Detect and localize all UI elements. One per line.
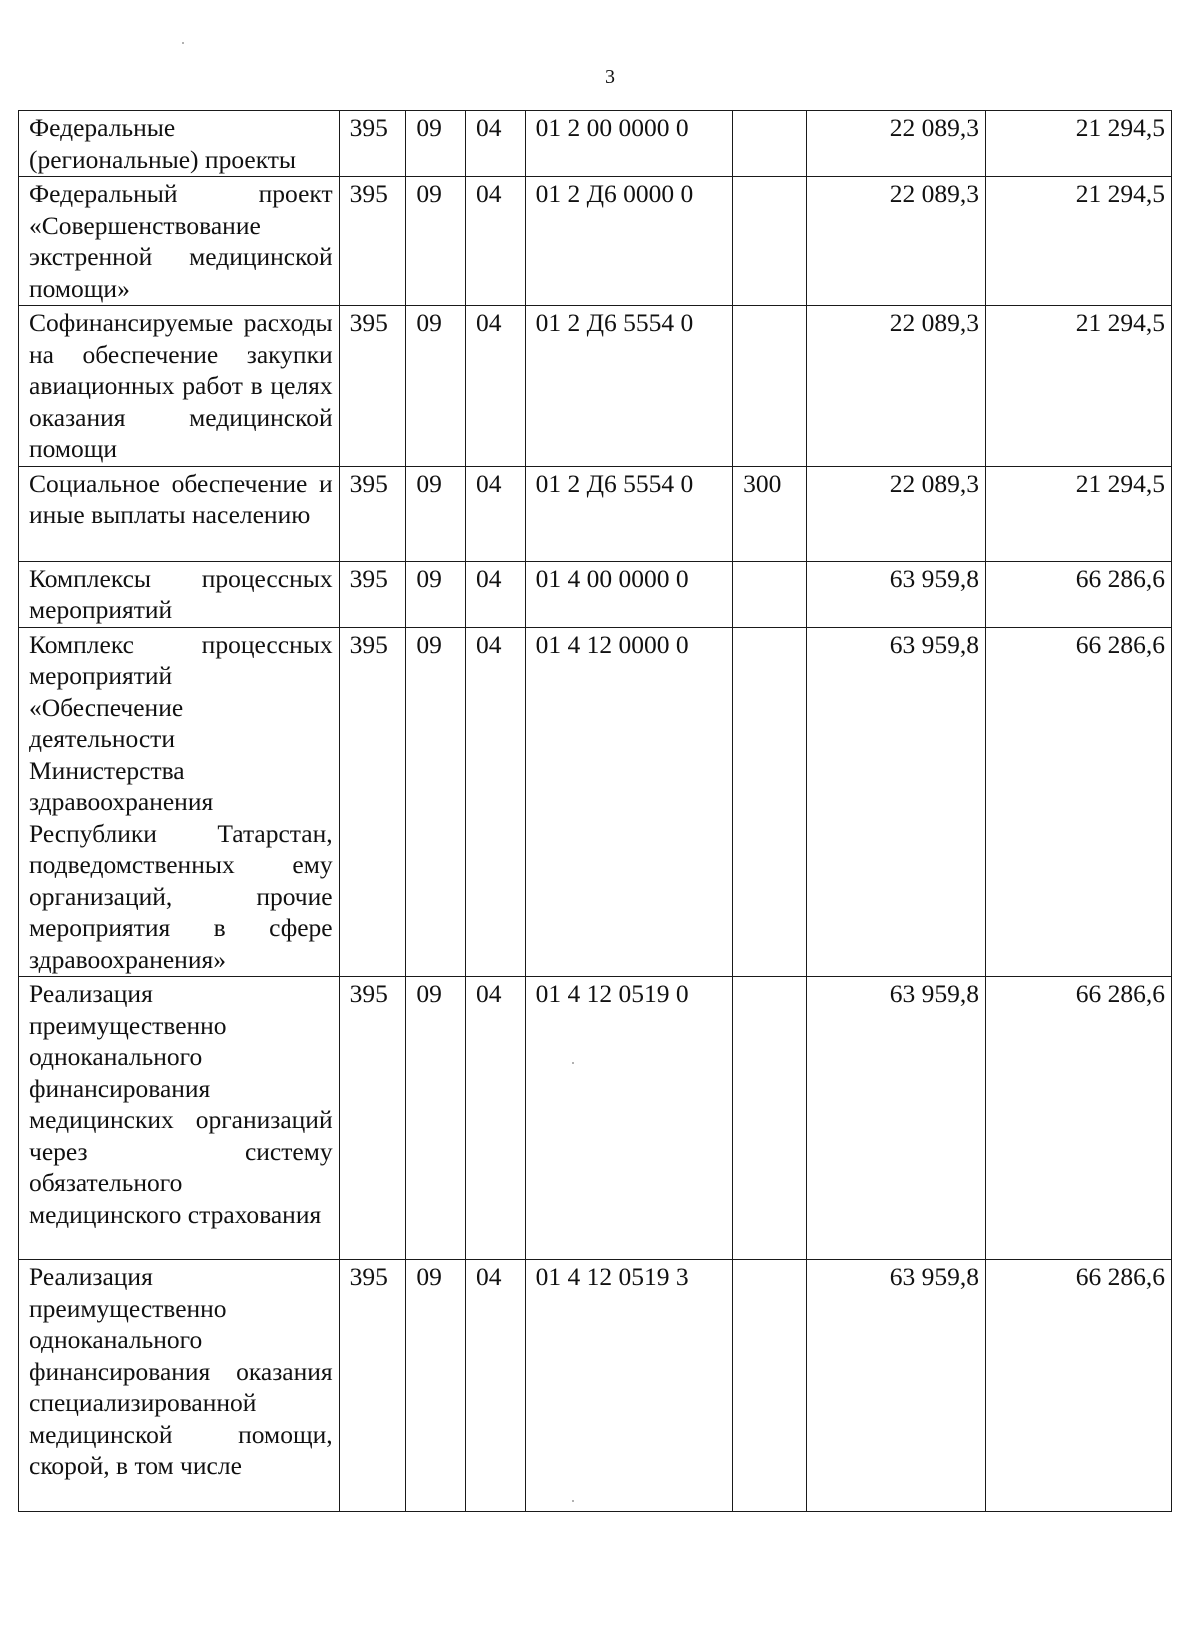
- amount-year-1: 22 089,3: [807, 306, 986, 467]
- amount-year-2: 66 286,6: [985, 627, 1171, 977]
- amount-year-2: 21 294,5: [985, 111, 1171, 177]
- table-row: [19, 306, 1172, 467]
- amount-year-1: 22 089,3: [807, 466, 986, 561]
- section-code: 09: [406, 627, 466, 977]
- target-article-code: 01 4 12 0519 3: [525, 1260, 733, 1512]
- expense-type-code: [733, 306, 807, 467]
- subsection-code: 04: [465, 977, 525, 1260]
- expense-type-code: 300: [733, 466, 807, 561]
- table-row: [19, 977, 1172, 1260]
- row-name: Реализация преимущественно одноканального финансирования оказания специализированной медицинской помощи, скорой, в том числе: [19, 1260, 340, 1512]
- table-row: [19, 177, 1172, 306]
- section-code: 09: [406, 306, 466, 467]
- amount-year-1: 63 959,8: [807, 561, 986, 627]
- table-row: [19, 627, 1172, 977]
- amount-year-1: 22 089,3: [807, 111, 986, 177]
- row-name: Комплексы процессных мероприятий: [19, 561, 340, 627]
- row-name: Федеральные (региональные) проекты: [19, 111, 340, 177]
- ved-code: 395: [339, 177, 406, 306]
- amount-year-1: 63 959,8: [807, 1260, 986, 1512]
- table-row: [19, 466, 1172, 561]
- section-code: 09: [406, 111, 466, 177]
- ved-code: 395: [339, 111, 406, 177]
- amount-year-1: 22 089,3: [807, 177, 986, 306]
- ved-code: 395: [339, 1260, 406, 1512]
- amount-year-2: 21 294,5: [985, 306, 1171, 467]
- subsection-code: 04: [465, 177, 525, 306]
- expense-type-code: [733, 627, 807, 977]
- amount-year-1: 63 959,8: [807, 977, 986, 1260]
- subsection-code: 04: [465, 111, 525, 177]
- amount-year-2: 21 294,5: [985, 466, 1171, 561]
- target-article-code: 01 2 Д6 0000 0: [525, 177, 733, 306]
- target-article-code: 01 2 Д6 5554 0: [525, 306, 733, 467]
- amount-year-2: 66 286,6: [985, 561, 1171, 627]
- target-article-code: 01 4 12 0519 0: [525, 977, 733, 1260]
- ved-code: 395: [339, 977, 406, 1260]
- expense-type-code: [733, 177, 807, 306]
- ved-code: 395: [339, 306, 406, 467]
- amount-year-2: 66 286,6: [985, 977, 1171, 1260]
- section-code: 09: [406, 561, 466, 627]
- row-name: Реализация преимущественно одноканального финансирования медицинских организаций через систему обязательного медицинского страхования: [19, 977, 340, 1260]
- expense-type-code: [733, 561, 807, 627]
- row-name: Софинансируемые расходы на обеспечение закупки авиационных работ в целях оказания медицинской помощи: [19, 306, 340, 467]
- amount-year-2: 21 294,5: [985, 177, 1171, 306]
- page-number: 3: [605, 66, 615, 88]
- subsection-code: 04: [465, 1260, 525, 1512]
- section-code: 09: [406, 466, 466, 561]
- ved-code: 395: [339, 466, 406, 561]
- subsection-code: 04: [465, 561, 525, 627]
- row-name: Социальное обеспечение и иные выплаты населению: [19, 466, 340, 561]
- ved-code: 395: [339, 561, 406, 627]
- expense-type-code: [733, 111, 807, 177]
- amount-year-1: 63 959,8: [807, 627, 986, 977]
- amount-year-2: 66 286,6: [985, 1260, 1171, 1512]
- scan-speck: [182, 42, 184, 44]
- table-row: [19, 1260, 1172, 1512]
- budget-table: [18, 110, 1172, 1512]
- row-name: Федеральный проект «Совершенствование экстренной медицинской помощи»: [19, 177, 340, 306]
- expense-type-code: [733, 1260, 807, 1512]
- target-article-code: 01 2 00 0000 0: [525, 111, 733, 177]
- target-article-code: 01 4 12 0000 0: [525, 627, 733, 977]
- subsection-code: 04: [465, 627, 525, 977]
- table-row: [19, 111, 1172, 177]
- target-article-code: 01 4 00 0000 0: [525, 561, 733, 627]
- expense-type-code: [733, 977, 807, 1260]
- section-code: 09: [406, 977, 466, 1260]
- ved-code: 395: [339, 627, 406, 977]
- row-name: Комплекс процессных мероприятий «Обеспечение деятельности Министерства здравоохранения Республики Татарстан, подведомственных ему организаций, прочие мероприятия в сфере здравоохранения»: [19, 627, 340, 977]
- table-row: [19, 561, 1172, 627]
- subsection-code: 04: [465, 306, 525, 467]
- subsection-code: 04: [465, 466, 525, 561]
- target-article-code: 01 2 Д6 5554 0: [525, 466, 733, 561]
- section-code: 09: [406, 1260, 466, 1512]
- section-code: 09: [406, 177, 466, 306]
